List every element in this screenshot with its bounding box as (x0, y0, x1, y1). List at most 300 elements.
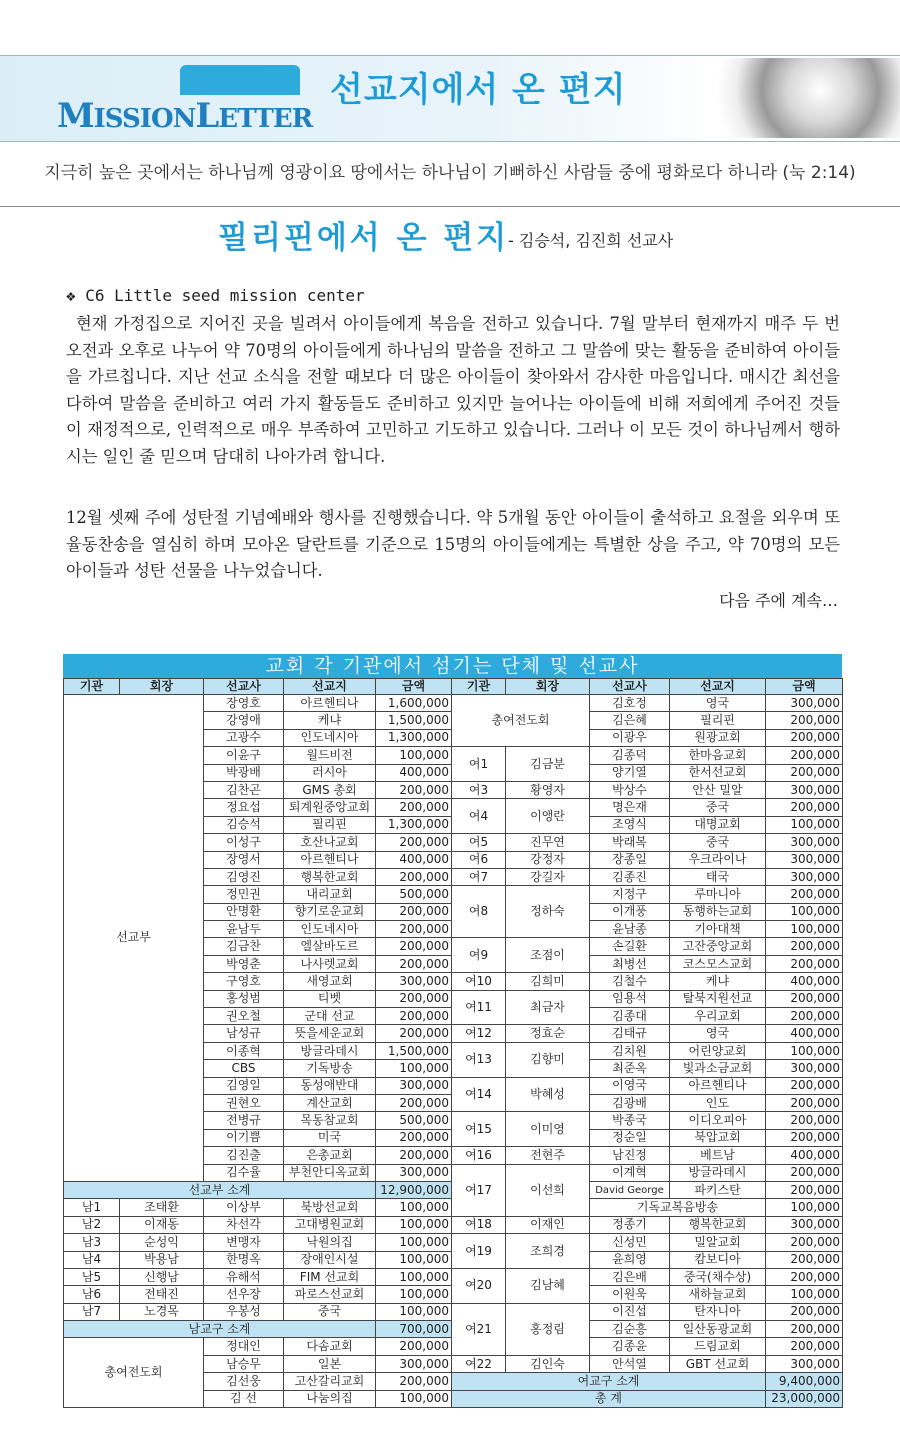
missionary-cell: 남승무 (204, 1355, 284, 1372)
org-cell: 여7 (452, 868, 506, 885)
amount-cell: 200,000 (376, 781, 452, 798)
table-cell: 선우장 (204, 1286, 284, 1303)
column-header: 회장 (506, 679, 590, 695)
leader-cell: 김희미 (506, 973, 590, 990)
amount-cell: 200,000 (376, 955, 452, 972)
org-cell: 여1 (452, 747, 506, 782)
table-title: 교회 각 기관에서 섬기는 단체 및 선교사 (63, 654, 842, 678)
table-cell: 박용남 (120, 1251, 204, 1268)
missionary-cell: 명은재 (590, 799, 670, 816)
amount-cell: 300,000 (766, 1060, 843, 1077)
amount-cell: 400,000 (766, 973, 843, 990)
amount-cell: 100,000 (376, 1199, 452, 1216)
amount-cell: 200,000 (766, 955, 843, 972)
field-cell: 기독교복음방송 (590, 1199, 766, 1216)
missionary-cell: 고광수 (204, 729, 284, 746)
amount-cell: 200,000 (766, 1164, 843, 1181)
field-cell: 향기로운교회 (284, 903, 376, 920)
field-cell: 티벳 (284, 990, 376, 1007)
field-cell: 파키스탄 (670, 1181, 766, 1198)
table-cell: 조태환 (120, 1199, 204, 1216)
org-cell: 여9 (452, 938, 506, 973)
missionary-cell: 이윤구 (204, 747, 284, 764)
missionary-cell: 김수율 (204, 1164, 284, 1181)
table-cell: 남6 (64, 1286, 120, 1303)
field-cell: 기독방송 (284, 1060, 376, 1077)
missionary-cell: 김영진 (204, 868, 284, 885)
field-cell: 동성애반대 (284, 1077, 376, 1094)
amount-cell: 300,000 (766, 1355, 843, 1372)
table-cell: 남1 (64, 1199, 120, 1216)
org-cell: 여12 (452, 1025, 506, 1042)
amount-cell: 400,000 (376, 851, 452, 868)
field-cell: 새하늘교회 (670, 1286, 766, 1303)
field-cell: 군대 선교 (284, 1008, 376, 1025)
amount-cell: 100,000 (766, 903, 843, 920)
amount-cell: 300,000 (376, 973, 452, 990)
leader-cell: 강정자 (506, 851, 590, 868)
org-cell: 여20 (452, 1268, 506, 1303)
table-cell: 변맹자 (204, 1234, 284, 1251)
amount-cell: 300,000 (376, 1355, 452, 1372)
org-cell: 총여전도회 (64, 1338, 204, 1408)
letter-title: 필리핀에서 온 편지 (218, 220, 510, 256)
subtotal-amount: 9,400,000 (766, 1373, 843, 1390)
missionary-cell: 남진정 (590, 1147, 670, 1164)
field-cell: 인도네시아 (284, 921, 376, 938)
field-cell: 우크라이나 (670, 851, 766, 868)
missionary-cell: 김은배 (590, 1268, 670, 1285)
letter-paragraph-2: 12월 셋째 주에 성탄절 기념예배와 행사를 진행했습니다. 약 5개월 동안 아이들이 출석하고 요절을 외우며 또 율동찬송을 열심히 하며 모아온 달란트를 기준으로 15명의 아이들에게는 특별한 상을 주고, 약 70명의 모든 아이들과 성탄 선물을 나누었습니다. (66, 508, 840, 580)
missionary-cell: 구영호 (204, 973, 284, 990)
missionary-cell: 김철수 (590, 973, 670, 990)
field-cell: 한서선교회 (670, 764, 766, 781)
leader-cell: 전현주 (506, 1147, 590, 1164)
field-cell: 우리교회 (670, 1008, 766, 1025)
field-cell: 부천안디옥교회 (284, 1164, 376, 1181)
field-cell: 호산나교회 (284, 834, 376, 851)
missionary-cell: 정대인 (204, 1338, 284, 1355)
amount-cell: 200,000 (766, 1112, 843, 1129)
column-header: 선교사 (590, 679, 670, 695)
field-cell: 한마음교회 (670, 747, 766, 764)
missionary-cell: 정민권 (204, 886, 284, 903)
support-table (63, 678, 843, 1408)
field-cell: 러시아 (284, 764, 376, 781)
missionary-cell: 김종진 (590, 868, 670, 885)
field-cell: 동행하는교회 (670, 903, 766, 920)
table-cell: 남2 (64, 1216, 120, 1233)
column-header: 기관 (452, 679, 506, 695)
amount-cell: 300,000 (376, 1077, 452, 1094)
table-cell: 이상부 (204, 1199, 284, 1216)
missionary-cell: 이원욱 (590, 1286, 670, 1303)
missionary-cell: 이광우 (590, 729, 670, 746)
leader-cell: 이미영 (506, 1112, 590, 1147)
field-cell: 뜻을세운교회 (284, 1025, 376, 1042)
field-cell: 케냐 (284, 712, 376, 729)
missionary-cell: 정종기 (590, 1216, 670, 1233)
field-cell: 이디오피아 (670, 1112, 766, 1129)
missionary-cell: 이계혁 (590, 1164, 670, 1181)
field-cell: 새영교회 (284, 973, 376, 990)
amount-cell: 100,000 (766, 921, 843, 938)
table-row (64, 1268, 843, 1285)
missionary-cell: 조영식 (590, 816, 670, 833)
table-row (64, 1303, 843, 1320)
amount-cell: 200,000 (766, 1129, 843, 1146)
missionary-cell: 김 선 (204, 1390, 284, 1407)
leader-cell: 정효순 (506, 1025, 590, 1042)
amount-cell: 200,000 (766, 1303, 843, 1320)
missionary-cell: 장종일 (590, 851, 670, 868)
grand-total-label: 총 계 (452, 1390, 766, 1407)
missionary-cell: 김호정 (590, 695, 670, 712)
field-cell: 은총교회 (284, 1147, 376, 1164)
missionary-cell: 박광배 (204, 764, 284, 781)
amount-cell: 500,000 (376, 1112, 452, 1129)
table-cell: FIM 선교회 (284, 1268, 376, 1285)
field-cell: 고산갈리교회 (284, 1373, 376, 1390)
field-cell: GBT 선교회 (670, 1355, 766, 1372)
amount-cell: 400,000 (376, 764, 452, 781)
field-cell: 중국(채수상) (670, 1268, 766, 1285)
amount-cell: 300,000 (766, 695, 843, 712)
field-cell: 루마니아 (670, 886, 766, 903)
column-header: 회장 (120, 679, 204, 695)
table-cell: 남7 (64, 1303, 120, 1320)
table-cell: 전태진 (120, 1286, 204, 1303)
field-cell: 캄보디아 (670, 1251, 766, 1268)
table-header-row (64, 679, 843, 695)
amount-cell: 200,000 (766, 1321, 843, 1338)
amount-cell: 1,300,000 (376, 816, 452, 833)
field-cell: 원광교회 (670, 729, 766, 746)
field-cell: GMS 총회 (284, 781, 376, 798)
field-cell: 영국 (670, 1025, 766, 1042)
amount-cell: 100,000 (376, 1234, 452, 1251)
missionary-cell: 윤희영 (590, 1251, 670, 1268)
continued-note: 다음 주에 계속… (719, 591, 838, 610)
missionary-cell: CBS (204, 1060, 284, 1077)
field-cell: 내리교회 (284, 886, 376, 903)
amount-cell: 200,000 (376, 1373, 452, 1390)
table-cell: 고대병원교회 (284, 1216, 376, 1233)
missionary-cell: 김태규 (590, 1025, 670, 1042)
amount-cell: 200,000 (766, 712, 843, 729)
bible-verse: 지극히 높은 곳에서는 하나님께 영광이요 땅에서는 하나님이 기뻐하신 사람들 중에 평화로다 하니라 (눅 2:14) (0, 140, 900, 207)
amount-cell: 200,000 (766, 1251, 843, 1268)
org-cell: 여16 (452, 1147, 506, 1164)
support-table-container (63, 654, 842, 1410)
amount-cell: 200,000 (376, 921, 452, 938)
table-cell: 장애인시설 (284, 1251, 376, 1268)
org-cell: 여17 (452, 1164, 506, 1216)
org-cell: 여15 (452, 1112, 506, 1147)
org-cell: 여6 (452, 851, 506, 868)
amount-cell: 100,000 (376, 1251, 452, 1268)
column-header: 금액 (766, 679, 843, 695)
field-cell: 방글라데시 (284, 1042, 376, 1059)
header-accent-tab (180, 65, 300, 95)
missionary-cell: 김승석 (204, 816, 284, 833)
missionary-cell: 권오철 (204, 1008, 284, 1025)
field-cell: 어린양교회 (670, 1042, 766, 1059)
missionary-cell: 최준옥 (590, 1060, 670, 1077)
missionary-cell: 박종국 (590, 1112, 670, 1129)
missionary-cell: 김은혜 (590, 712, 670, 729)
amount-cell: 300,000 (766, 1216, 843, 1233)
missionary-cell: 박영춘 (204, 955, 284, 972)
leader-cell: 최금자 (506, 990, 590, 1025)
org-cell: 여22 (452, 1355, 506, 1372)
field-cell: 엘살바도르 (284, 938, 376, 955)
missionary-cell: 최병선 (590, 955, 670, 972)
amount-cell: 200,000 (766, 1008, 843, 1025)
amount-cell: 100,000 (376, 1060, 452, 1077)
field-cell: 대명교회 (670, 816, 766, 833)
amount-cell: 100,000 (376, 1268, 452, 1285)
subtotal-amount: 12,900,000 (376, 1181, 452, 1198)
table-row (64, 1216, 843, 1233)
table-row (64, 1234, 843, 1251)
field-cell: 일산동광교회 (670, 1321, 766, 1338)
field-cell: 탈북지원선교 (670, 990, 766, 1007)
table-cell: 남5 (64, 1268, 120, 1285)
missionary-cell: 남성규 (204, 1025, 284, 1042)
field-cell: 영국 (670, 695, 766, 712)
missionary-cell: 임용석 (590, 990, 670, 1007)
mission-letter-logo: MISSIONLETTER (57, 96, 313, 136)
column-header: 선교지 (670, 679, 766, 695)
grand-total-amount: 23,000,000 (766, 1390, 843, 1407)
amount-cell: 200,000 (376, 1338, 452, 1355)
table-row (64, 695, 843, 712)
amount-cell: 200,000 (376, 868, 452, 885)
field-cell: 코스모스교회 (670, 955, 766, 972)
column-header: 금액 (376, 679, 452, 695)
amount-cell: 200,000 (376, 1094, 452, 1111)
column-header: 선교지 (284, 679, 376, 695)
missionary-cell: 김종덕 (590, 747, 670, 764)
org-cell: 여8 (452, 886, 506, 938)
missionary-cell: 지정구 (590, 886, 670, 903)
missionary-cell: 전병규 (204, 1112, 284, 1129)
missionary-cell: 김선웅 (204, 1373, 284, 1390)
org-cell: 여19 (452, 1234, 506, 1269)
leader-cell: 조점이 (506, 938, 590, 973)
amount-cell: 300,000 (766, 851, 843, 868)
amount-cell: 200,000 (766, 729, 843, 746)
field-cell: 베트남 (670, 1147, 766, 1164)
amount-cell: 100,000 (376, 1216, 452, 1233)
missionary-cell: 이진섭 (590, 1303, 670, 1320)
amount-cell: 200,000 (376, 799, 452, 816)
field-cell: 고잔중앙교회 (670, 938, 766, 955)
field-cell: 아르헨티나 (670, 1077, 766, 1094)
amount-cell: 100,000 (376, 1286, 452, 1303)
leader-cell: 김인숙 (506, 1355, 590, 1372)
field-cell: 월드비전 (284, 747, 376, 764)
table-cell: 차선각 (204, 1216, 284, 1233)
amount-cell: 200,000 (376, 1008, 452, 1025)
field-cell: 방글라데시 (670, 1164, 766, 1181)
table-cell: 우봉성 (204, 1303, 284, 1320)
table-cell: 남3 (64, 1234, 120, 1251)
amount-cell: 200,000 (376, 903, 452, 920)
subtotal-label: 여교구 소계 (452, 1373, 766, 1390)
field-cell: 목동참교회 (284, 1112, 376, 1129)
missionary-cell: 안명환 (204, 903, 284, 920)
column-header: 기관 (64, 679, 120, 695)
amount-cell: 200,000 (766, 1181, 843, 1198)
missionary-cell: 강영애 (204, 712, 284, 729)
missionary-cell: 이기쁨 (204, 1129, 284, 1146)
missionary-cell: 손길환 (590, 938, 670, 955)
amount-cell: 300,000 (766, 781, 843, 798)
amount-cell: 200,000 (766, 886, 843, 903)
missionary-cell: 이성구 (204, 834, 284, 851)
missionary-cell: 김광배 (590, 1094, 670, 1111)
table-cell: 남4 (64, 1251, 120, 1268)
field-cell: 안산 밀알 (670, 781, 766, 798)
missionary-cell: 박상수 (590, 781, 670, 798)
field-cell: 나사렛교회 (284, 955, 376, 972)
amount-cell: 200,000 (766, 747, 843, 764)
org-cell: 여3 (452, 781, 506, 798)
missionary-cell: 윤남종 (590, 921, 670, 938)
leader-cell: 홍정림 (506, 1303, 590, 1355)
field-cell: 아르헨티나 (284, 851, 376, 868)
field-cell: 인도네시아 (284, 729, 376, 746)
field-cell: 아르헨티나 (284, 695, 376, 712)
missionary-cell: 김순흥 (590, 1321, 670, 1338)
leader-cell: 박혜성 (506, 1077, 590, 1112)
leader-cell: 김금분 (506, 747, 590, 782)
leader-cell: 조희경 (506, 1234, 590, 1269)
amount-cell: 100,000 (376, 1390, 452, 1407)
table-cell: 낙원의집 (284, 1234, 376, 1251)
missionary-cell: 김치원 (590, 1042, 670, 1059)
org-cell: 선교부 (64, 695, 204, 1182)
amount-cell: 1,300,000 (376, 729, 452, 746)
column-header: 선교사 (204, 679, 284, 695)
amount-cell: 100,000 (766, 1286, 843, 1303)
missionary-cell: 김찬곤 (204, 781, 284, 798)
amount-cell: 200,000 (376, 1129, 452, 1146)
leader-cell: 진무연 (506, 834, 590, 851)
org-cell: 여11 (452, 990, 506, 1025)
missionary-cell: 김진출 (204, 1147, 284, 1164)
field-cell: 필리핀 (284, 816, 376, 833)
amount-cell: 200,000 (766, 1094, 843, 1111)
amount-cell: 200,000 (376, 1147, 452, 1164)
amount-cell: 300,000 (376, 1164, 452, 1181)
field-cell: 탄자니아 (670, 1303, 766, 1320)
globe-image (700, 58, 900, 138)
amount-cell: 200,000 (766, 799, 843, 816)
amount-cell: 100,000 (766, 1042, 843, 1059)
missionary-cell: 윤남두 (204, 921, 284, 938)
missionary-cell: 이영국 (590, 1077, 670, 1094)
amount-cell: 200,000 (376, 1025, 452, 1042)
missionary-cell: 김영일 (204, 1077, 284, 1094)
amount-cell: 100,000 (766, 1199, 843, 1216)
field-cell: 중국 (670, 834, 766, 851)
field-cell: 계산교회 (284, 1094, 376, 1111)
field-cell: 필리핀 (670, 712, 766, 729)
org-cell: 총여전도회 (452, 695, 590, 747)
leader-cell: 정하숙 (506, 886, 590, 938)
amount-cell: 300,000 (766, 868, 843, 885)
missionary-cell: 김종대 (590, 1008, 670, 1025)
field-cell: 미국 (284, 1129, 376, 1146)
letter-paragraph-1: 현재 가정집으로 지어진 곳을 빌려서 아이들에게 복음을 전하고 있습니다. 7월 말부터 현재까지 매주 두 번 오전과 오후로 나누어 약 70명의 아이들에게 하나님의 말씀을 전하고 그 말씀에 맞는 활동을 준비하여 아이들을 가르칩니다. 지난 선교 소식을 전할 때보다 더 많은 아이들이 찾아와서 감사한 마음입니다. 매시간 최선을 다하여 말씀을 준비하고 여러 가지 활동들도 준비하고 있지만 늘어나는 아이들에 비해 저희에게 주어진 것들이 재정적으로, 인력적으로 매우 부족하여 고민하고 기도하고 있습니다. 그러나 이 모든 것이 하나님께서 행하시는 일인 줄 믿으며 담대히 나아가려 합니다. (66, 314, 840, 466)
amount-cell: 100,000 (766, 816, 843, 833)
table-cell: 신행남 (120, 1268, 204, 1285)
field-cell: 빛과소금교회 (670, 1060, 766, 1077)
org-cell: 여21 (452, 1303, 506, 1355)
table-cell: 이재동 (120, 1216, 204, 1233)
missionary-cell: 정요섭 (204, 799, 284, 816)
table-cell: 한명옥 (204, 1251, 284, 1268)
missionary-cell: 김종윤 (590, 1338, 670, 1355)
subtotal-amount: 700,000 (376, 1321, 452, 1338)
page-title: 선교지에서 온 편지 (330, 70, 627, 110)
amount-cell: 1,600,000 (376, 695, 452, 712)
leader-cell: 이선희 (506, 1164, 590, 1216)
field-cell: 일본 (284, 1355, 376, 1372)
leader-cell: 이재인 (506, 1216, 590, 1233)
amount-cell: 200,000 (766, 990, 843, 1007)
table-cell: 중국 (284, 1303, 376, 1320)
letter-byline: - 김승석, 김진희 선교사 (508, 231, 674, 250)
amount-cell: 1,500,000 (376, 1042, 452, 1059)
field-cell: 행복한교회 (284, 868, 376, 885)
amount-cell: 200,000 (766, 1268, 843, 1285)
amount-cell: 300,000 (766, 834, 843, 851)
missionary-cell: 정순일 (590, 1129, 670, 1146)
leader-cell: 김향미 (506, 1042, 590, 1077)
subtotal-label: 선교부 소계 (64, 1181, 376, 1198)
amount-cell: 200,000 (766, 1234, 843, 1251)
org-cell: 여5 (452, 834, 506, 851)
leader-cell: 김남혜 (506, 1268, 590, 1303)
missionary-cell: 이개풍 (590, 903, 670, 920)
missionary-cell: 권현오 (204, 1094, 284, 1111)
field-cell: 밀알교회 (670, 1234, 766, 1251)
field-cell: 중국 (670, 799, 766, 816)
table-cell: 유해석 (204, 1268, 284, 1285)
field-cell: 케냐 (670, 973, 766, 990)
field-cell: 태국 (670, 868, 766, 885)
amount-cell: 500,000 (376, 886, 452, 903)
amount-cell: 400,000 (766, 1147, 843, 1164)
missionary-cell: 신성민 (590, 1234, 670, 1251)
field-cell: 다솜교회 (284, 1338, 376, 1355)
table-cell: 노경목 (120, 1303, 204, 1320)
amount-cell: 200,000 (376, 990, 452, 1007)
leader-cell: 이앵란 (506, 799, 590, 834)
amount-cell: 100,000 (376, 747, 452, 764)
missionary-cell: David George (590, 1181, 670, 1198)
missionary-cell: 양기열 (590, 764, 670, 781)
missionary-cell: 홍성범 (204, 990, 284, 1007)
amount-cell: 200,000 (766, 764, 843, 781)
org-cell: 여18 (452, 1216, 506, 1233)
field-cell: 드림교회 (670, 1338, 766, 1355)
field-cell: 인도 (670, 1094, 766, 1111)
